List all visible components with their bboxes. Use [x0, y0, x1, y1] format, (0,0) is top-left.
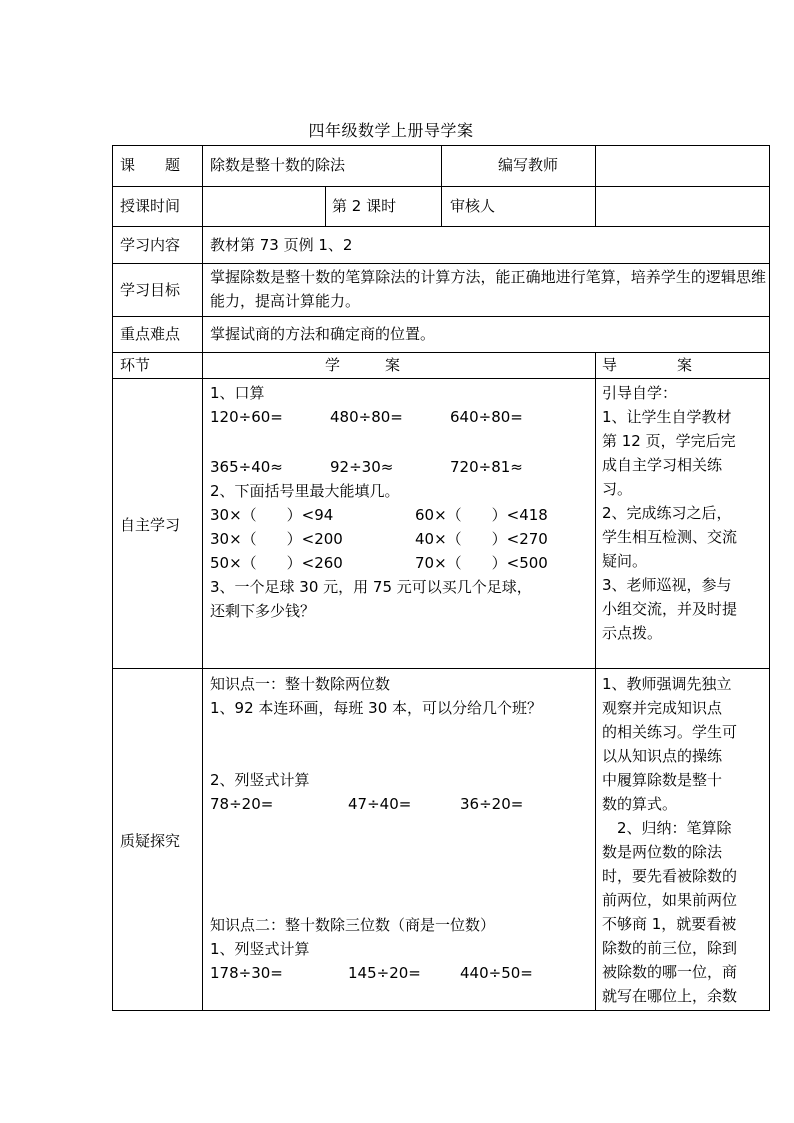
kp1-q2-title: 2、列竖式计算 [210, 771, 310, 789]
guide-line: 的相关练习。学生可 [602, 723, 738, 741]
course-value: 除数是整十数的除法 [210, 156, 346, 174]
guide-line: 引导自学： [602, 384, 678, 402]
q1-item: 480÷80= [330, 408, 403, 426]
guide-line: 疑问。 [602, 552, 648, 570]
q1-title: 1、口算 [210, 384, 265, 402]
q1-row2 [210, 455, 592, 479]
time-label: 授课时间 [120, 197, 181, 215]
q1-item: 720÷81≈ [450, 458, 523, 476]
kp1-q2-row [210, 792, 592, 816]
q1-row1 [210, 405, 592, 429]
kp2-q1-row [210, 961, 592, 985]
key-label: 重点难点 [120, 325, 181, 343]
kp1-q2-item: 36÷20= [460, 795, 524, 813]
guide-line: 被除数的哪一位，商 [602, 963, 738, 981]
self-study-content [210, 381, 592, 623]
kp1-q2-item: 78÷20= [210, 795, 274, 813]
self-study-guide [602, 381, 768, 645]
q2-item: 40×（ ）<270 [415, 530, 548, 548]
guide-line: 不够商 1，就要看被 [602, 915, 737, 933]
guide-line: 前两位，如果前两位 [602, 891, 738, 909]
course-label: 课 题 [120, 156, 181, 174]
content-label: 学习内容 [120, 236, 181, 254]
guide-line: 时，要先看被除数的 [602, 867, 738, 885]
q3-line: 3、一个足球 30 元，用 75 元可以买几个足球， [210, 578, 532, 596]
q2-row [210, 527, 592, 551]
goal-value: 掌握除数是整十数的笔算除法的计算方法，能正确地进行笔算，培养学生的逻辑思维能力，提高计算能力。 [210, 268, 766, 310]
guide-line: 数是两位数的除法 [602, 843, 723, 861]
page-title: 四年级数学上册导学案 [308, 121, 474, 140]
kp2-q1-item: 178÷30= [210, 964, 283, 982]
teacher-label: 编写教师 [498, 156, 559, 174]
goal-label: 学习目标 [120, 281, 181, 299]
kp1-title: 知识点一：整十数除两位数 [210, 675, 391, 693]
self-study-label: 自主学习 [120, 516, 181, 534]
q2-item: 60×（ ）<418 [415, 506, 548, 524]
guide-line: 数的算式。 [602, 795, 678, 813]
q2-item: 30×（ ）<94 [210, 506, 334, 524]
guide-line: 学生相互检测、交流 [602, 528, 738, 546]
guide-line: 2、归纳：笔算除 [602, 819, 732, 837]
guide-line: 1、教师强调先独立 [602, 675, 732, 693]
inquiry-content-2 [210, 913, 592, 985]
column-guide: 导 案 [602, 356, 693, 374]
inquiry-content [210, 672, 592, 816]
q3-line: 还剩下多少钱？ [210, 602, 316, 620]
guide-line: 第 12 页，学完后完 [602, 432, 736, 450]
kp2-q1-item: 145÷20= [348, 964, 421, 982]
kp2-title: 知识点二：整十数除三位数（商是一位数） [210, 916, 496, 934]
q2-item: 50×（ ）<260 [210, 554, 343, 572]
reviewer-label: 审核人 [450, 197, 496, 215]
column-study: 学 案 [325, 356, 401, 374]
kp1-question: 1、92 本连环画，每班 30 本，可以分给几个班？ [210, 699, 543, 717]
guide-line: 2、完成练习之后， [602, 504, 732, 522]
inquiry-guide [602, 672, 768, 1008]
guide-line: 除数的前三位，除到 [602, 939, 738, 957]
period-value: 第 2 课时 [332, 197, 397, 215]
guide-line: 小组交流，并及时提 [602, 600, 738, 618]
q1-item: 92÷30≈ [330, 458, 394, 476]
q1-item: 365÷40≈ [210, 458, 283, 476]
q2-item: 30×（ ）<200 [210, 530, 343, 548]
guide-line: 成自主学习相关练 [602, 456, 723, 474]
q2-item: 70×（ ）<500 [415, 554, 548, 572]
content-value: 教材第 73 页例 1、2 [210, 236, 353, 254]
guide-line: 示点拨。 [602, 624, 663, 642]
column-segment: 环节 [120, 356, 151, 374]
guide-line: 观察并完成知识点 [602, 699, 723, 717]
kp2-q1-item: 440÷50= [460, 964, 533, 982]
kp2-q1-title: 1、列竖式计算 [210, 940, 310, 958]
inquiry-label: 质疑探究 [120, 832, 181, 850]
guide-line: 以从知识点的操练 [602, 747, 723, 765]
guide-line: 习。 [602, 480, 633, 498]
guide-line: 3、老师巡视，参与 [602, 576, 732, 594]
guide-line: 就写在哪位上，余数 [602, 987, 738, 1005]
q1-item: 640÷80= [450, 408, 523, 426]
q2-row [210, 551, 592, 575]
kp1-q2-item: 47÷40= [348, 795, 412, 813]
q2-title: 2、下面括号里最大能填几。 [210, 482, 400, 500]
q1-item: 120÷60= [210, 408, 283, 426]
q2-row [210, 503, 592, 527]
guide-line: 中履算除数是整十 [602, 771, 723, 789]
key-value: 掌握试商的方法和确定商的位置。 [210, 325, 436, 343]
guide-line: 1、让学生自学教材 [602, 408, 732, 426]
